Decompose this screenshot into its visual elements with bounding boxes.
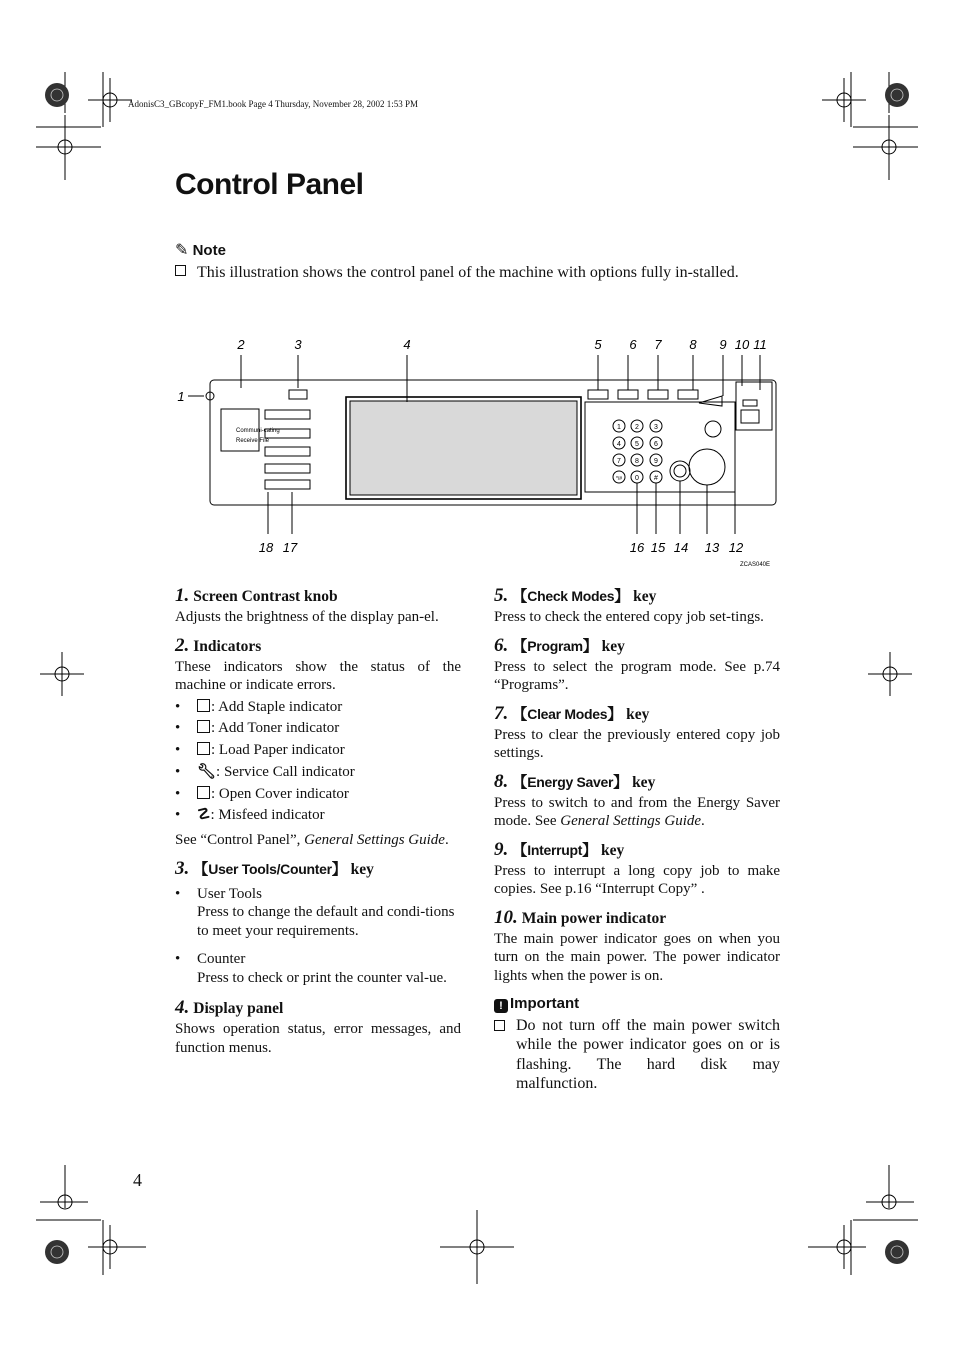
page-number: 4 [133,1170,142,1190]
section-7-number: 7. [494,702,509,724]
figure-code: ZCAS040E [740,562,771,568]
callout-6: 6 [629,337,637,352]
keypad-7: 7 [617,458,621,465]
callout-14: 14 [673,540,689,555]
section-3-key-suffix: key [350,860,374,878]
open-cover-icon [197,786,210,799]
see-suffix: . [444,832,449,849]
load-paper-icon [197,742,210,755]
list-item [175,784,461,806]
user-tools-text: Press to change the default and condi-tions to meet your requirements. [197,904,455,939]
keypad-2: 2 [635,424,639,431]
list-item-text: : Service Call indicator [216,763,355,780]
callout-9: 9 [719,337,727,352]
section-5-heading [494,585,780,608]
callout-8: 8 [689,337,697,352]
keypad-1: 1 [617,424,621,431]
callout-18: 18 [258,540,274,555]
section-3-number: 3. [175,857,190,879]
bracket-close: 】 [613,772,629,791]
control-panel-figure [170,330,785,570]
list-item [175,697,461,719]
section-2-see-also [175,831,461,850]
section-8-key-suffix: key [632,773,656,791]
section-8-body-reference: General Settings Guide [560,813,702,829]
section-4-number: 4. [175,997,190,1019]
section-7-heading [494,703,780,726]
add-staple-icon [197,699,210,712]
bracket-open: 【 [193,859,209,878]
section-8-body-suffix: . [701,813,705,829]
section-9-key-name: Interrupt [527,841,583,858]
section-2-body: These indicators show the status of the machine or indicate errors. [175,658,461,693]
list-item-text: : Open Cover indicator [211,785,349,802]
section-6-body: Press to select the program mode. See p.74 “Programs”. [494,658,780,693]
section-9-key-suffix: key [601,841,625,859]
counter-text: Press to check or print the counter val-ue. [197,969,447,986]
bracket-open: 【 [512,636,528,655]
section-3-heading [175,858,461,881]
callout-4: 4 [403,337,411,352]
callout-11: 11 [753,337,767,352]
list-item-text: : Load Paper indicator [211,742,345,759]
misfeed-icon: ☡ [197,807,211,824]
left-column [175,585,461,1065]
section-1-heading [175,585,461,608]
note-item-text: This illustration shows the control panel of the machine with options fully in-stalled. [197,264,739,281]
bracket-close: 】 [607,704,623,723]
section-7-body: Press to clear the previously entered copy job settings. [494,726,780,761]
callout-5: 5 [594,337,602,352]
section-1-title: Screen Contrast knob [193,588,338,605]
panel-label-receive-file: Receive File [236,438,270,444]
list-item [175,740,461,762]
callout-13: 13 [704,540,720,555]
keypad-star: */# [615,476,623,482]
section-7-key-name: Clear Modes [527,705,608,722]
section-5-body: Press to check the entered copy job set-tings. [494,609,764,625]
section-2-number: 2. [175,634,190,656]
list-item [175,718,461,740]
important-item-text: Do not turn off the main power switch while the power indicator goes on or is flashing. The hard disk may malfunction. [516,1016,780,1092]
file-header-line: AdonisC3_GBcopyF_FM1.book Page 4 Thursday, November 28, 2002 1:53 PM [128,99,418,109]
list-item-text: : Misfeed indicator [210,807,325,824]
user-tools-item [197,885,461,941]
list-item [175,805,461,827]
section-10-title: Main power indicator [521,909,667,927]
keypad-3: 3 [654,424,658,431]
control-panel-illustration [170,330,785,570]
bracket-open: 【 [512,704,528,723]
bracket-close: 】 [582,840,598,859]
section-8-key-name: Energy Saver [527,773,614,790]
list-item-text: : Add Toner indicator [211,720,340,737]
section-5-number: 5. [494,585,509,606]
counter-label: • Counter [197,951,246,968]
wrench-icon: 🔧︎ [197,763,217,780]
section-1-number: 1. [175,585,190,606]
important-item [494,1016,780,1094]
see-prefix: See “Control Panel”, [175,832,305,849]
section-3-key-name: User Tools/Counter [208,860,332,877]
callout-1: 1 [177,389,185,404]
callout-10: 10 [734,337,750,352]
section-4-body: Shows operation status, error messages, and function menus. [175,1021,461,1056]
counter-item [197,950,461,987]
section-8-body-prefix: Press to switch to and from the Energy Saver mode. See [494,794,780,829]
section-8-body [494,794,780,831]
keypad-6: 6 [654,441,658,448]
add-toner-icon [197,720,210,733]
section-6-key-suffix: key [601,637,625,655]
important-icon: ! [494,999,508,1013]
section-10-body: The main power indicator goes on when you turn on the main power. The power indicator lights when the power is on. [494,930,780,984]
keypad-9: 9 [654,458,658,465]
section-10-number: 10. [494,906,518,928]
bracket-open: 【 [512,840,528,859]
checkbox-bullet-icon [175,265,186,276]
indicator-list [175,697,461,828]
section-2-heading [175,635,461,658]
callout-17: 17 [282,540,298,555]
pencil-icon: ✎ [175,242,189,259]
section-9-heading [494,839,780,862]
keypad-hash: # [654,475,658,482]
bracket-close: 】 [331,859,347,878]
bracket-open: 【 [512,772,528,791]
right-column [494,585,780,1094]
list-item [175,762,461,784]
see-reference: General Settings Guide [304,832,445,849]
note-heading-label: Note [192,242,226,259]
keypad-0: 0 [635,475,639,482]
bracket-close: 】 [582,636,598,655]
callout-7: 7 [654,337,662,352]
callout-12: 12 [728,540,744,555]
keypad-8: 8 [635,458,639,465]
section-7-key-suffix: key [626,705,650,723]
section-6-key-name: Program [527,637,583,654]
important-heading-label: Important [510,995,580,1012]
callout-16: 16 [629,540,645,555]
section-6-number: 6. [494,634,509,656]
section-5-key-name: Check Modes [527,588,615,604]
section-1-body: Adjusts the brightness of the display pan-el. [175,609,439,625]
note-heading [175,240,226,260]
callout-3: 3 [294,337,302,352]
callout-2: 2 [237,337,245,352]
keypad-4: 4 [617,441,621,448]
checkbox-bullet-icon [494,1020,505,1031]
section-8-heading [494,771,780,794]
callout-15: 15 [650,540,666,555]
important-heading [494,995,780,1014]
section-6-heading [494,635,780,658]
section-4-heading [175,997,461,1020]
bracket-open: 【 [512,587,528,605]
section-8-number: 8. [494,770,509,792]
section-9-number: 9. [494,838,509,860]
user-tools-label: • User Tools [197,885,262,902]
section-10-heading [494,907,780,930]
panel-label-communicating: Communi-cating [236,428,280,434]
section-9-body: Press to interrupt a long copy job to make copies. See p.16 “Interrupt Copy” . [494,862,780,897]
section-4-title: Display panel [193,1000,284,1018]
page-title: Control Panel [175,168,364,201]
keypad-5: 5 [635,441,639,448]
note-item [175,263,779,282]
list-item-text: : Add Staple indicator [211,698,343,715]
bracket-close: 】 [614,587,630,605]
section-5-key-suffix: key [633,588,657,605]
section-2-title: Indicators [193,637,262,655]
